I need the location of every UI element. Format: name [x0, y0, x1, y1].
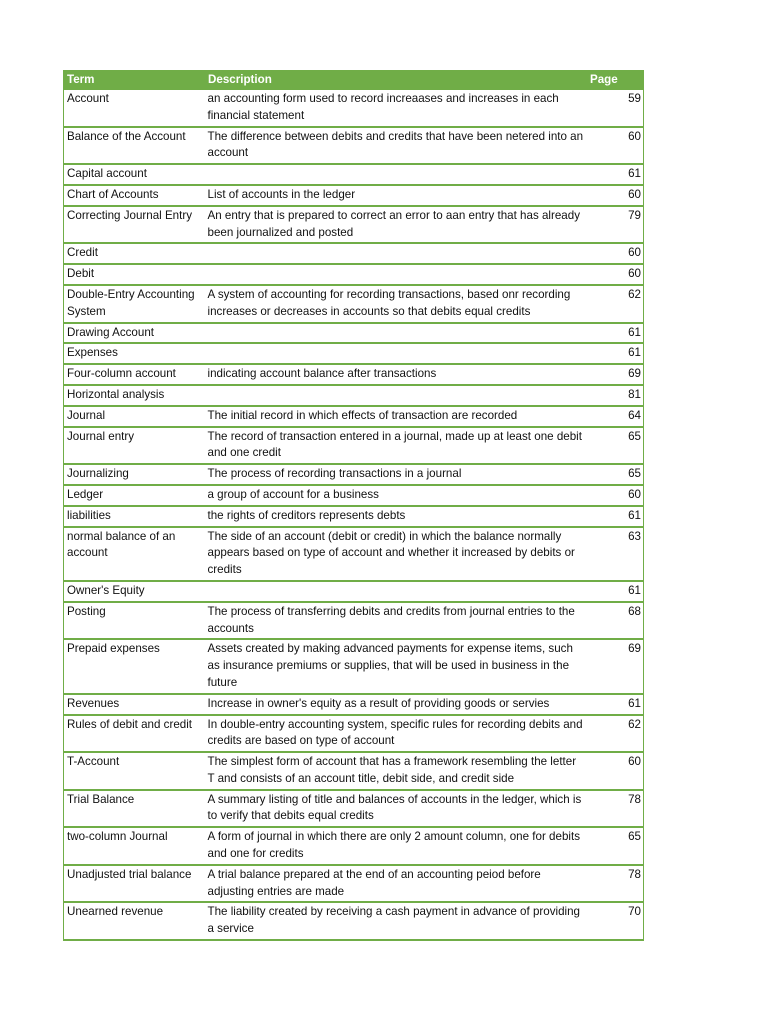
- table-row: [64, 715, 644, 753]
- page-cell: 63: [588, 527, 644, 581]
- term-cell: Double-Entry Accounting System: [64, 285, 205, 323]
- description-cell: A trial balance prepared at the end of an accounting peiod before adjusting entries are made: [205, 865, 588, 903]
- table-row: [64, 506, 644, 527]
- page-cell: 61: [588, 164, 644, 185]
- table-row: [64, 902, 644, 940]
- term-cell: Owner's Equity: [64, 581, 205, 602]
- term-cell: Correcting Journal Entry: [64, 206, 205, 244]
- description-cell: The process of recording transactions in a journal: [205, 464, 588, 485]
- term-cell: normal balance of an account: [64, 527, 205, 581]
- description-cell: The record of transaction entered in a journal, made up at least one debit and one credit: [205, 427, 588, 465]
- page-cell: 61: [588, 343, 644, 364]
- page-cell: 65: [588, 464, 644, 485]
- description-cell: Assets created by making advanced payments for expense items, such as insurance premiums or supplies, that will be used in business in the future: [205, 639, 588, 693]
- description-cell: [205, 581, 588, 602]
- table-row: [64, 827, 644, 865]
- description-cell: An entry that is prepared to correct an error to aan entry that has already been journalized and posted: [205, 206, 588, 244]
- table-body: [64, 90, 644, 941]
- page-cell: 61: [588, 581, 644, 602]
- page-cell: 60: [588, 185, 644, 206]
- table-row: [64, 206, 644, 244]
- term-cell: Balance of the Account: [64, 127, 205, 165]
- page-cell: 69: [588, 364, 644, 385]
- term-cell: Four-column account: [64, 364, 205, 385]
- page-cell: 60: [588, 127, 644, 165]
- table-row: [64, 602, 644, 640]
- description-cell: [205, 243, 588, 264]
- table-row: [64, 464, 644, 485]
- page-cell: 70: [588, 902, 644, 940]
- table-row: [64, 285, 644, 323]
- term-cell: Journalizing: [64, 464, 205, 485]
- term-cell: Posting: [64, 602, 205, 640]
- table-row: [64, 752, 644, 790]
- term-cell: Unadjusted trial balance: [64, 865, 205, 903]
- description-cell: [205, 164, 588, 185]
- description-cell: Increase in owner's equity as a result of providing goods or servies: [205, 694, 588, 715]
- description-cell: A form of journal in which there are only 2 amount column, one for debits and one for credits: [205, 827, 588, 865]
- table-row: [64, 427, 644, 465]
- page-cell: 61: [588, 694, 644, 715]
- term-cell: Capital account: [64, 164, 205, 185]
- table-row: [64, 185, 644, 206]
- description-cell: In double-entry accounting system, specific rules for recording debits and credits are based on type of account: [205, 715, 588, 753]
- term-cell: Ledger: [64, 485, 205, 506]
- table-row: [64, 364, 644, 385]
- term-cell: Horizontal analysis: [64, 385, 205, 406]
- header-row: [64, 71, 644, 90]
- term-cell: Prepaid expenses: [64, 639, 205, 693]
- page-cell: 62: [588, 285, 644, 323]
- term-cell: T-Account: [64, 752, 205, 790]
- term-cell: Revenues: [64, 694, 205, 715]
- header-page: Page: [588, 71, 644, 90]
- term-cell: Account: [67, 92, 109, 105]
- description-cell: an accounting form used to record increaases and increases in each financial statement: [207, 92, 559, 122]
- description-cell: A system of accounting for recording transactions, based onr recording increases or decreases in accounts so that debits equal credits: [205, 285, 588, 323]
- page-cell: 68: [588, 602, 644, 640]
- description-cell: A summary listing of title and balances of accounts in the ledger, which is to verify that debits equal credits: [205, 790, 588, 828]
- term-cell: Credit: [64, 243, 205, 264]
- description-cell: a group of account for a business: [205, 485, 588, 506]
- description-cell: List of accounts in the ledger: [205, 185, 588, 206]
- description-cell: The liability created by receiving a cash payment in advance of providing a service: [205, 902, 588, 940]
- page-cell: 60: [588, 264, 644, 285]
- table-row: [64, 127, 644, 165]
- page-cell: 78: [588, 790, 644, 828]
- table-row: [64, 527, 644, 581]
- term-cell: Expenses: [64, 343, 205, 364]
- page-cell: 60: [588, 243, 644, 264]
- page-cell: 69: [588, 639, 644, 693]
- page-cell: 60: [588, 485, 644, 506]
- page-cell: 61: [588, 323, 644, 344]
- page-cell: 65: [588, 827, 644, 865]
- table-row: [64, 323, 644, 344]
- table-row: [64, 243, 644, 264]
- page-cell: 78: [588, 865, 644, 903]
- page-cell: 79: [588, 206, 644, 244]
- table-row: [64, 790, 644, 828]
- table-row: [64, 406, 644, 427]
- description-cell: [205, 264, 588, 285]
- table-row: [64, 343, 644, 364]
- page-cell: 62: [588, 715, 644, 753]
- glossary-table: [63, 70, 644, 941]
- term-cell: two-column Journal: [64, 827, 205, 865]
- term-cell: Journal: [64, 406, 205, 427]
- page-cell: 81: [588, 385, 644, 406]
- page-cell: 64: [588, 406, 644, 427]
- table-row: [64, 264, 644, 285]
- table-row: [64, 639, 644, 693]
- description-cell: the rights of creditors represents debts: [205, 506, 588, 527]
- description-cell: [205, 385, 588, 406]
- header-description: Description: [205, 71, 588, 90]
- term-cell: liabilities: [64, 506, 205, 527]
- table-row: [64, 90, 644, 127]
- table-row: [64, 385, 644, 406]
- description-cell: The initial record in which effects of transaction are recorded: [205, 406, 588, 427]
- term-cell: Trial Balance: [64, 790, 205, 828]
- page-cell: 60: [588, 752, 644, 790]
- description-cell: The side of an account (debit or credit) in which the balance normally appears based on type of account and whether it increased by debits or credits: [205, 527, 588, 581]
- description-cell: indicating account balance after transactions: [205, 364, 588, 385]
- term-cell: Chart of Accounts: [64, 185, 205, 206]
- description-cell: [205, 343, 588, 364]
- term-cell: Drawing Account: [64, 323, 205, 344]
- table-row: [64, 865, 644, 903]
- page-cell: 59: [628, 92, 641, 105]
- page-cell: 65: [588, 427, 644, 465]
- description-cell: The simplest form of account that has a framework resembling the letter T and consists of an account title, debit side, and credit side: [205, 752, 588, 790]
- header-term: Term: [64, 71, 205, 90]
- description-cell: The difference between debits and credits that have been netered into an account: [205, 127, 588, 165]
- term-cell: Debit: [64, 264, 205, 285]
- term-cell: Journal entry: [64, 427, 205, 465]
- table-row: [64, 581, 644, 602]
- table-row: [64, 485, 644, 506]
- table-header: [64, 71, 644, 90]
- page-cell: 61: [588, 506, 644, 527]
- term-cell: Rules of debit and credit: [64, 715, 205, 753]
- term-cell: Unearned revenue: [64, 902, 205, 940]
- table-row: [64, 164, 644, 185]
- description-cell: The process of transferring debits and credits from journal entries to the accounts: [205, 602, 588, 640]
- description-cell: [205, 323, 588, 344]
- table-row: [64, 694, 644, 715]
